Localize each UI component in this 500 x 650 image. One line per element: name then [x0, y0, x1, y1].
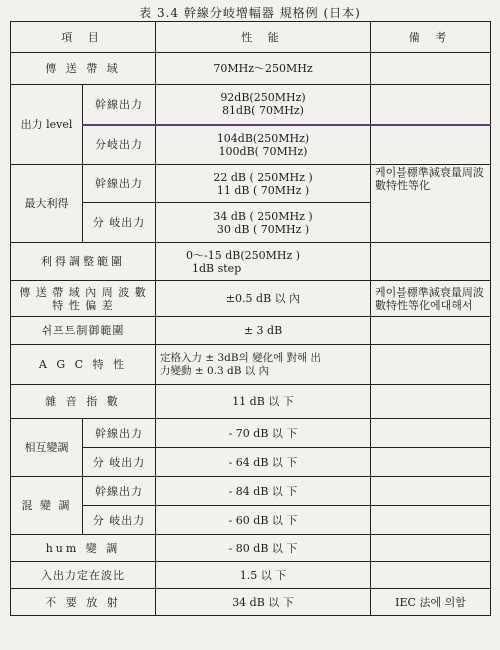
row-label-crossmod: 混 變 調 — [11, 477, 83, 535]
vswr-remarks — [371, 562, 491, 589]
table-caption: 表 3.4 幹線分岐增幅器 規格例 (日本) — [139, 6, 361, 20]
noise-value: 11 dB 以 下 — [156, 385, 371, 419]
spec-table — [10, 21, 491, 616]
output-branch-value: 104dB(250MHz) 100dB( 70MHz) — [156, 125, 371, 165]
vswr-value: 1.5 以 下 — [156, 562, 371, 589]
max-gain-branch-label: 分 岐出力 — [83, 203, 156, 243]
row-label-gain-adj: 利得調整範圍 — [11, 243, 156, 281]
crossmod-branch-label: 分 岐出力 — [83, 506, 156, 535]
table-row — [11, 53, 491, 85]
output-trunk-label: 幹線出力 — [83, 85, 156, 125]
crossmod-trunk-label: 幹線出力 — [83, 477, 156, 506]
header-performance: 性 能 — [156, 22, 371, 53]
gain-adj-remarks — [371, 243, 491, 281]
output-trunk-remarks — [371, 85, 491, 125]
header-remarks: 備 考 — [371, 22, 491, 53]
max-gain-branch-value: 34 dB ( 250MHz ) 30 dB ( 70MHz ) — [156, 203, 371, 243]
max-gain-trunk-value: 22 dB ( 250MHz ) 11 dB ( 70MHz ) — [156, 165, 371, 203]
row-label-band-dev: 傳 送 帶 域 內 周 波 數 特 性 偏 差 — [11, 281, 156, 317]
row-label-band: 傳 送 帶 域 — [11, 53, 156, 85]
max-gain-remarks: 케이블標準減衰量周波數特性等化 — [371, 165, 491, 243]
max-gain-trunk-label: 幹線出力 — [83, 165, 156, 203]
intermod-trunk-value: - 70 dB 以 下 — [156, 419, 371, 448]
table-row — [11, 419, 491, 448]
spurious-value: 34 dB 以 下 — [156, 589, 371, 616]
table-row — [11, 165, 491, 203]
row-label-noise: 雜 音 指 數 — [11, 385, 156, 419]
crossmod-branch-value: - 60 dB 以 下 — [156, 506, 371, 535]
table-row — [11, 477, 491, 506]
band-dev-remarks: 케이블標準減衰量周波數特性等化에대해서 — [371, 281, 491, 317]
table-row — [11, 506, 491, 535]
gain-adj-value: 0～-15 dB(250MHz ) 1dB step — [156, 243, 371, 281]
agc-remarks — [371, 345, 491, 385]
row-label-tilt: 쉬프트制御範圍 — [11, 317, 156, 345]
hum-value: - 80 dB 以 下 — [156, 535, 371, 562]
table-row — [11, 281, 491, 317]
table-row — [11, 243, 491, 281]
table-row — [11, 448, 491, 477]
table-row — [11, 385, 491, 419]
row-label-vswr: 入出力定在波比 — [11, 562, 156, 589]
header-item: 項 目 — [11, 22, 156, 53]
output-trunk-value: 92dB(250MHz) 81dB( 70MHz) — [156, 85, 371, 125]
hum-remarks — [371, 535, 491, 562]
table-header-row — [11, 22, 491, 53]
intermod-branch-value: - 64 dB 以 下 — [156, 448, 371, 477]
table-row — [11, 589, 491, 616]
output-branch-label: 分岐出力 — [83, 125, 156, 165]
table-row — [11, 535, 491, 562]
row-label-spurious: 不 要 放 射 — [11, 589, 156, 616]
table-row — [11, 345, 491, 385]
row-label-output: 出力 level — [11, 85, 83, 165]
row-label-hum: hum 變 調 — [11, 535, 156, 562]
table-row — [11, 85, 491, 125]
output-branch-remarks — [371, 125, 491, 165]
intermod-trunk-label: 幹線出力 — [83, 419, 156, 448]
crossmod-branch-remarks — [371, 506, 491, 535]
agc-value: 定格入力 ± 3dB의 變化에 對해 出 力變動 ± 0.3 dB 以 內 — [156, 345, 371, 385]
band-value: 70MHz～250MHz — [156, 53, 371, 85]
band-remarks — [371, 53, 491, 85]
crossmod-trunk-value: - 84 dB 以 下 — [156, 477, 371, 506]
table-row — [11, 125, 491, 165]
table-row — [11, 317, 491, 345]
noise-remarks — [371, 385, 491, 419]
row-label-max-gain: 最大利得 — [11, 165, 83, 243]
band-dev-value: ±0.5 dB 以 內 — [156, 281, 371, 317]
crossmod-trunk-remarks — [371, 477, 491, 506]
spurious-remarks: IEC 法에 의함 — [371, 589, 491, 616]
row-label-intermod: 相互變調 — [11, 419, 83, 477]
tilt-remarks — [371, 317, 491, 345]
intermod-trunk-remarks — [371, 419, 491, 448]
intermod-branch-label: 分 岐出力 — [83, 448, 156, 477]
table-row — [11, 562, 491, 589]
row-label-agc: A G C 特 性 — [11, 345, 156, 385]
tilt-value: ± 3 dB — [156, 317, 371, 345]
intermod-branch-remarks — [371, 448, 491, 477]
